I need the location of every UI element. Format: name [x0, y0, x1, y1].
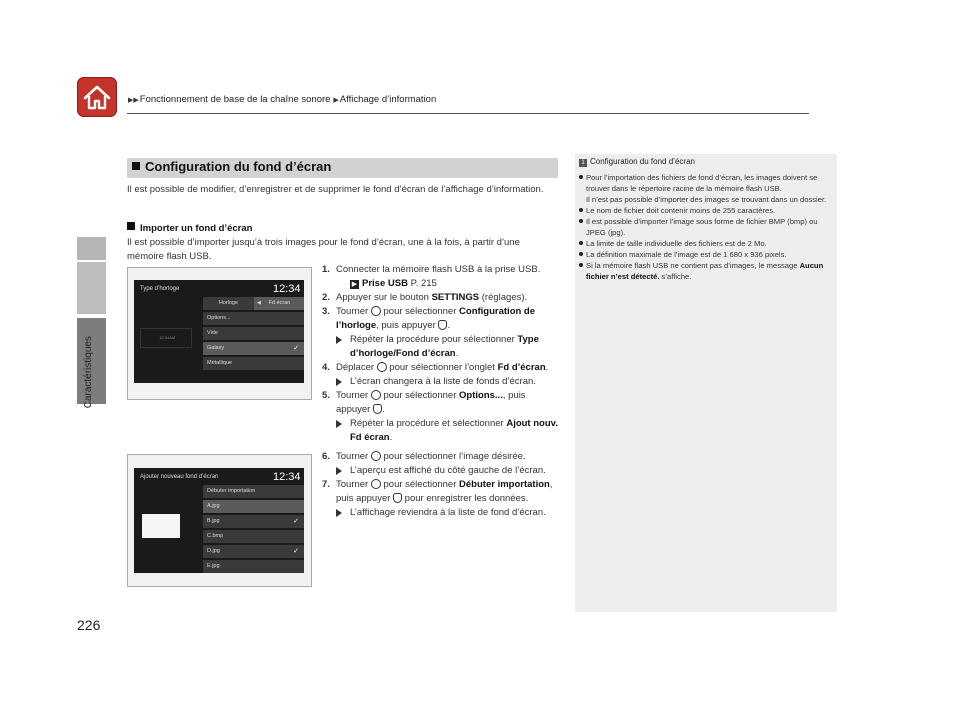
square-bullet-icon — [132, 162, 140, 170]
step-7-substep: L’affichage reviendra à la liste de fond d’écran. — [336, 506, 562, 520]
chapter-label: Caractéristiques — [83, 336, 94, 409]
breadcrumb-arrow-icon: ▶ — [331, 97, 339, 104]
notes-list — [579, 172, 829, 282]
header-divider — [127, 113, 809, 114]
section-title: Configuration du fond d’écran — [132, 159, 331, 174]
screenshot-add-wallpaper — [127, 454, 312, 587]
check-icon: ✓ — [293, 548, 299, 555]
note-item: Pour l’importation des fichiers de fond d’écran, les images doivent se trouver dans le répertoire racine de la mémoire flash USB. Il n’est pas possible d’importer des images se trouvant dans un dossier. — [579, 172, 829, 205]
note-item: Il est possible d’importer l’image sous forme de fichier BMP (bmp) ou JPEG (jpg). — [579, 216, 829, 238]
menu-item-options[interactable]: Options... — [203, 312, 304, 325]
selector-knob-icon — [371, 306, 381, 316]
note-item: La définition maximale de l’image est de 1 680 x 936 pixels. — [579, 249, 829, 260]
note-number-icon: 1 — [579, 159, 587, 167]
bullet-icon — [579, 175, 583, 179]
screenshot-clock-type — [127, 267, 312, 400]
breadcrumb-link-audio[interactable]: Fonctionnement de base de la chaîne sonore — [139, 94, 331, 105]
step-3-substep: Répéter la procédure pour sélectionner Type d’horloge/Fond d’écran. — [336, 333, 562, 361]
page-number: 226 — [77, 617, 101, 633]
step-6-substep: L’aperçu est affiché du côté gauche de l’écran. — [336, 464, 562, 478]
menu-item-start-import[interactable]: Débuter importation — [203, 485, 304, 498]
bullet-icon — [579, 252, 583, 256]
menu-item-galaxy[interactable]: Galaxy ✓ — [203, 342, 304, 355]
step-4-substep: L’écran changera à la liste de fonds d’écran. — [336, 375, 562, 389]
steps-list-b — [322, 450, 562, 520]
step-5: 5. Tourner pour sélectionner Options..., puis appuyer . Répéter la procédure et sélectionner Ajout nouv. Fd écran. — [322, 389, 562, 445]
breadcrumb — [127, 94, 436, 105]
substep-arrow-icon — [336, 378, 342, 386]
menu-item-metallique[interactable]: Métallique — [203, 357, 304, 370]
screen-clock: 12:34 — [273, 471, 301, 483]
step-1: 1. Connecter la mémoire flash USB à la prise USB. ▶ Prise USB P. 215 — [322, 263, 562, 291]
step-7: 7. Tourner pour sélectionner Débuter importation, puis appuyer pour enregistrer les données. L’affichage reviendra à la liste de fond d’écran. — [322, 478, 562, 520]
step-2: 2. Appuyer sur le bouton SETTINGS (réglages). — [322, 292, 528, 303]
reference-arrow-icon: ▶ — [351, 281, 358, 288]
step-1-reference[interactable]: ▶ Prise USB P. 215 — [351, 278, 437, 289]
substep-arrow-icon — [336, 420, 342, 428]
substep-arrow-icon — [336, 509, 342, 517]
menu-item-e-jpg[interactable]: E.jpg — [203, 560, 304, 573]
check-icon: ✓ — [293, 345, 299, 352]
note-item: La limite de taille individuelle des fichiers est de 2 Mo. — [579, 238, 829, 249]
menu-item-a-jpg[interactable]: A.jpg — [203, 500, 304, 513]
subsection-title: Importer un fond d’écran — [127, 222, 252, 234]
substep-arrow-icon — [336, 336, 342, 344]
step-4: 4. Déplacer pour sélectionner l’onglet Fd d’écran. L’écran changera à la liste de fonds d’écran. — [322, 361, 562, 389]
notes-title: 1 Configuration du fond d’écran — [579, 157, 695, 167]
breadcrumb-link-display[interactable]: Affichage d’information — [339, 94, 437, 105]
menu-item-b-jpg[interactable]: B.jpg ✓ — [203, 515, 304, 528]
clock-preview: · 12:34AM — [140, 328, 192, 348]
screen-clock: 12:34 — [273, 283, 301, 295]
side-tab-decor — [77, 262, 106, 314]
note-item: Le nom de fichier doit contenir moins de 255 caractères. — [579, 205, 829, 216]
selector-knob-icon — [371, 451, 381, 461]
step-3: 3. Tourner pour sélectionner Configuration de l’horloge, puis appuyer . Répéter la procédure pour sélectionner Type d’horloge/Fond d’écran. — [322, 305, 562, 361]
substep-arrow-icon — [336, 467, 342, 475]
press-knob-icon — [373, 404, 382, 414]
menu-item-c-bmp[interactable]: C.bmp — [203, 530, 304, 543]
bullet-icon — [579, 208, 583, 212]
bullet-icon — [579, 241, 583, 245]
display-screen — [134, 280, 304, 383]
step-6: 6. Tourner pour sélectionner l’image désirée. L’aperçu est affiché du côté gauche de l’écran. — [322, 450, 562, 478]
selector-knob-icon — [371, 390, 381, 400]
check-icon: ✓ — [293, 518, 299, 525]
selector-knob-icon — [371, 479, 381, 489]
tab-wallpaper[interactable]: ◀ Fd écran — [254, 297, 304, 310]
bullet-icon — [579, 219, 583, 223]
subsection-text: Il est possible d’importer jusqu’à trois images pour le fond d’écran, une à la fois, à partir d’une mémoire flash USB. — [127, 237, 520, 262]
menu-item-vide[interactable]: Vide — [203, 327, 304, 340]
screen-title: Ajouter nouveau fond d’écran — [140, 474, 219, 480]
menu-item-d-jpg[interactable]: D.jpg ✓ — [203, 545, 304, 558]
square-bullet-icon — [127, 222, 135, 230]
bullet-icon — [579, 263, 583, 267]
screen-title: Type d’horloge — [140, 286, 180, 292]
breadcrumb-arrow-icon: ▶▶ — [128, 97, 139, 104]
step-5-substep: Répéter la procédure et sélectionner Ajout nouv. Fd écran. — [336, 417, 562, 445]
steps-list-a — [322, 263, 562, 445]
intro-text: Il est possible de modifier, d’enregistrer et de supprimer le fond d’écran de l’affichage d’information. — [127, 184, 544, 195]
display-screen — [134, 468, 304, 573]
side-tab-decor — [77, 237, 106, 260]
tab-arrow-icon: ◀ — [257, 300, 261, 306]
note-item: Si la mémoire flash USB ne contient pas d’images, le message Aucun fichier n’est détecté. s’affiche. — [579, 260, 829, 282]
image-preview — [142, 514, 180, 538]
home-icon[interactable] — [77, 77, 117, 117]
press-knob-icon — [393, 493, 402, 503]
tab-clock[interactable]: Horloge — [203, 297, 254, 310]
move-knob-icon — [377, 362, 387, 372]
